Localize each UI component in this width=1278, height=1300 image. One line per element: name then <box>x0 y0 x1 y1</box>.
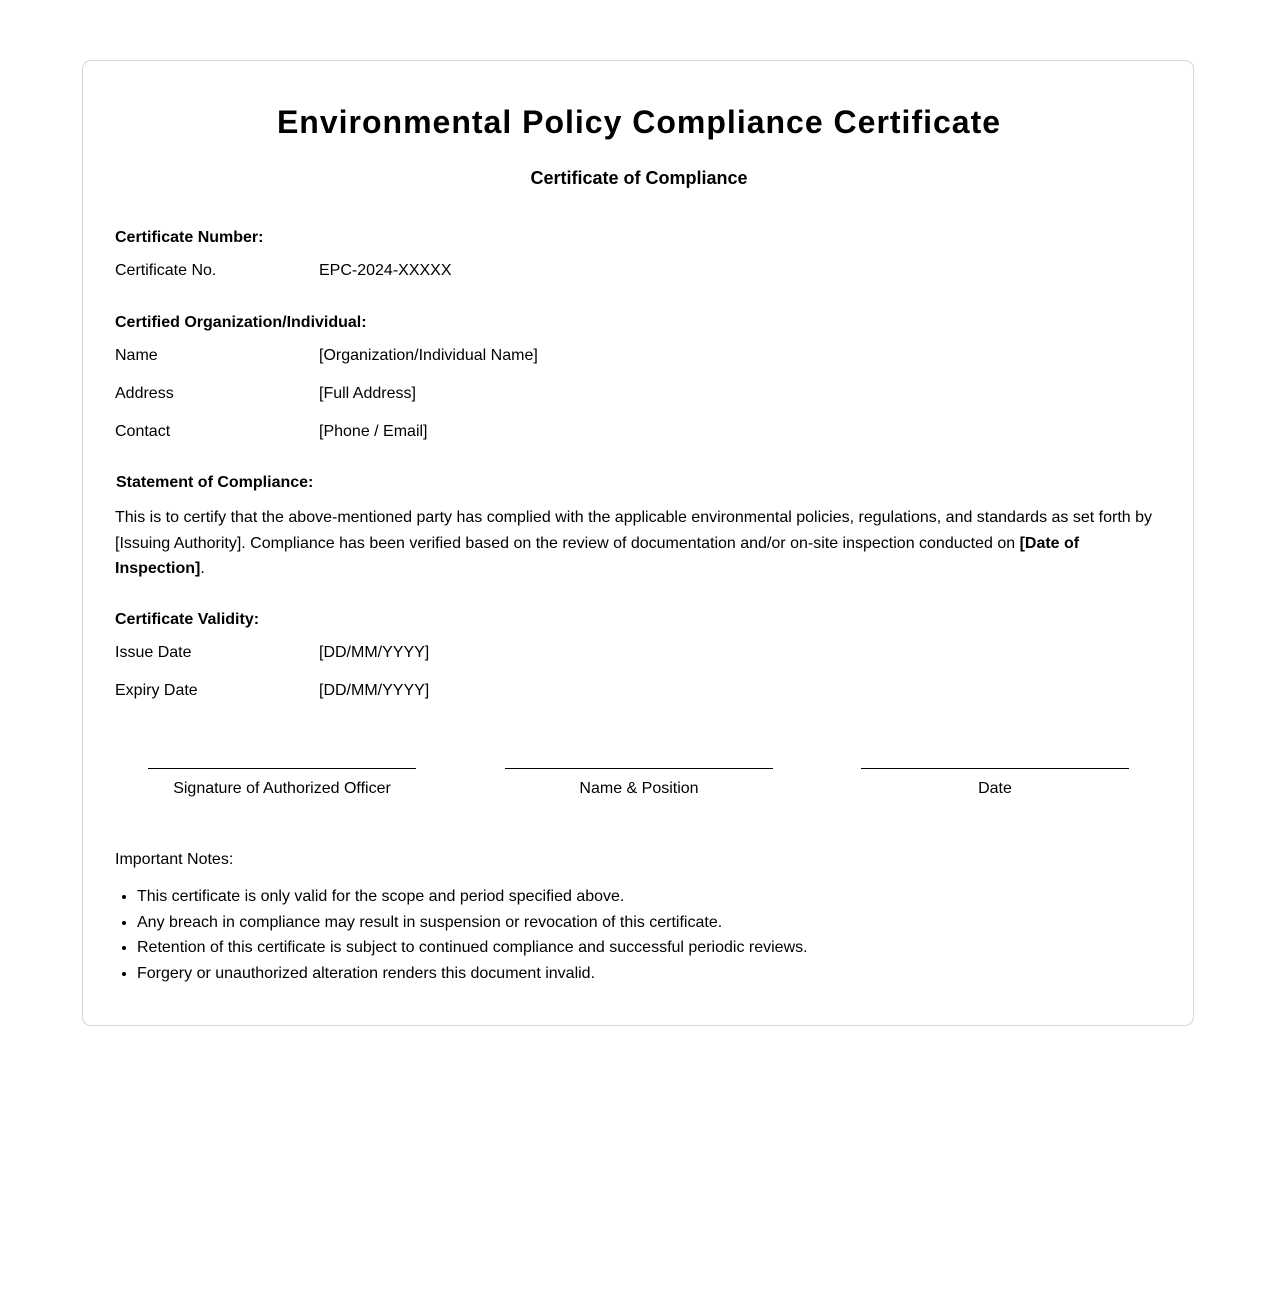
certificate-title: Environmental Policy Compliance Certificate <box>276 104 1002 140</box>
signature-line-name-position <box>505 768 773 769</box>
statement-text: This is to certify that the above-mentioned party has complied with the applicable environmental policies, regulations, and standards as set forth by [Issuing Authority]. Compliance has been verified based on the review of documentation and/or on-site inspection conducted on <box>115 509 1153 552</box>
certificate-subtitle: Certificate of Compliance <box>530 168 748 188</box>
signature-label-officer: Signature of Authorized Officer <box>173 780 391 797</box>
notes-list <box>115 884 808 986</box>
signature-label-name-position: Name & Position <box>579 780 699 797</box>
statement-inspection-date: [Date of Inspection] <box>115 534 1080 577</box>
organization-name-label: Name <box>115 347 158 364</box>
organization-address-label: Address <box>115 385 174 402</box>
statement-paragraph <box>115 505 1160 582</box>
signature-line-date <box>861 768 1129 769</box>
statement-heading: Statement of Compliance: <box>116 474 314 491</box>
issue-date-label: Issue Date <box>115 644 192 661</box>
note-item: • Any breach in compliance may result in suspension or revocation of this certificate. <box>137 910 808 936</box>
certificate-number-label: Certificate No. <box>115 262 217 279</box>
note-item: • Retention of this certificate is subject to continued compliance and successful periodic reviews. <box>137 935 808 961</box>
issue-date-value: [DD/MM/YYYY] <box>319 644 430 661</box>
signature-label-date: Date <box>978 780 1012 797</box>
note-item: • Forgery or unauthorized alteration renders this document invalid. <box>137 961 808 987</box>
certificate-number-value: EPC-2024-XXXXX <box>319 262 452 279</box>
expiry-date-label: Expiry Date <box>115 682 198 699</box>
organization-name-value: [Organization/Individual Name] <box>319 347 538 364</box>
organization-contact-value: [Phone / Email] <box>319 423 428 440</box>
organization-address-value: [Full Address] <box>319 385 416 402</box>
note-item: • This certificate is only valid for the scope and period specified above. <box>137 884 808 910</box>
organization-contact-label: Contact <box>115 423 171 440</box>
signature-line-officer <box>148 768 416 769</box>
expiry-date-value: [DD/MM/YYYY] <box>319 682 430 699</box>
organization-heading: Certified Organization/Individual: <box>115 314 367 331</box>
statement-end: . <box>200 560 205 577</box>
validity-heading: Certificate Validity: <box>115 611 260 628</box>
notes-heading: Important Notes: <box>115 851 234 868</box>
certificate-number-heading: Certificate Number: <box>115 229 264 246</box>
